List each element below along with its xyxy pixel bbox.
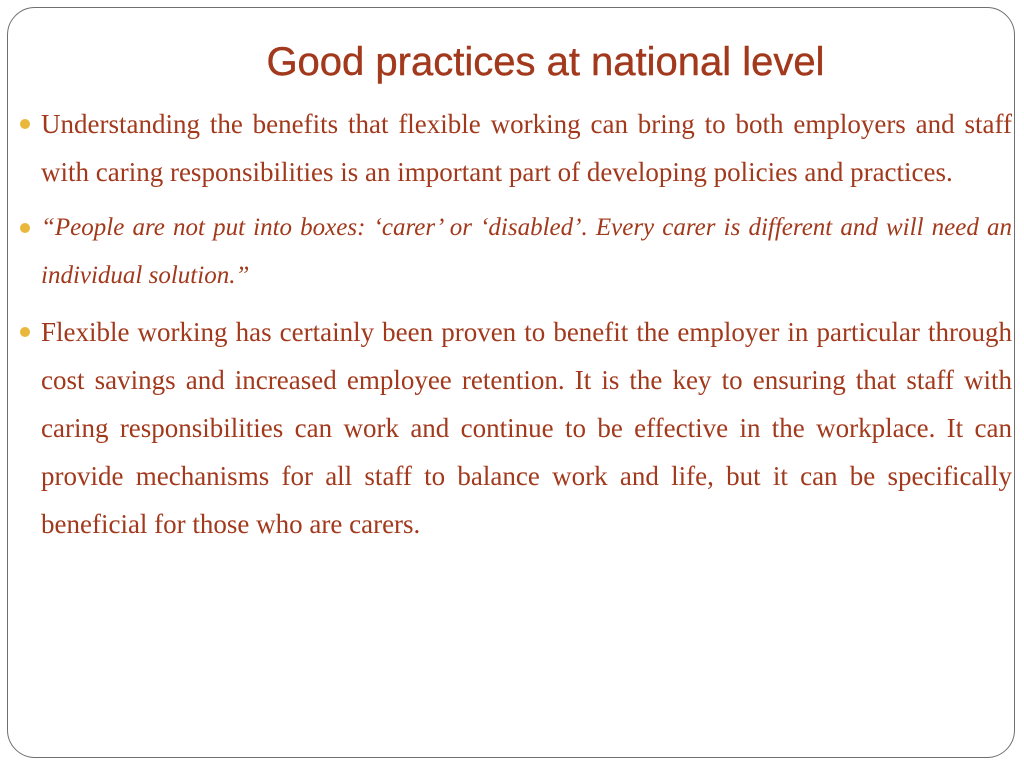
bullet-text-quote: “People are not put into boxes: ‘carer’ or ‘disabled’. Every carer is different and will need an individual solution.”	[41, 214, 1012, 289]
bullet-list	[8, 100, 1012, 548]
bullet-text: Flexible working has certainly been proven to benefit the employer in particular through cost savings and increased employee retention. It is the key to ensuring that staff with caring responsibilities can work and continue to be effective in the workplace. It can provide mechanisms for all staff to balance work and life, but it can be specifically beneficial for those who are carers.	[41, 317, 1012, 539]
bullet-item	[8, 308, 1012, 548]
bullet-dot-icon	[20, 223, 30, 233]
bullet-item-quote	[8, 204, 1012, 300]
bullet-text: Understanding the benefits that flexible working can bring to both employers and staff with caring responsibilities is an important part of developing policies and practices.	[41, 109, 1012, 187]
bullet-item	[8, 100, 1012, 196]
slide-title: Good practices at national level	[266, 40, 825, 84]
bullet-dot-icon	[20, 119, 30, 129]
bullet-dot-icon	[20, 327, 30, 337]
slide-frame	[7, 7, 1015, 758]
